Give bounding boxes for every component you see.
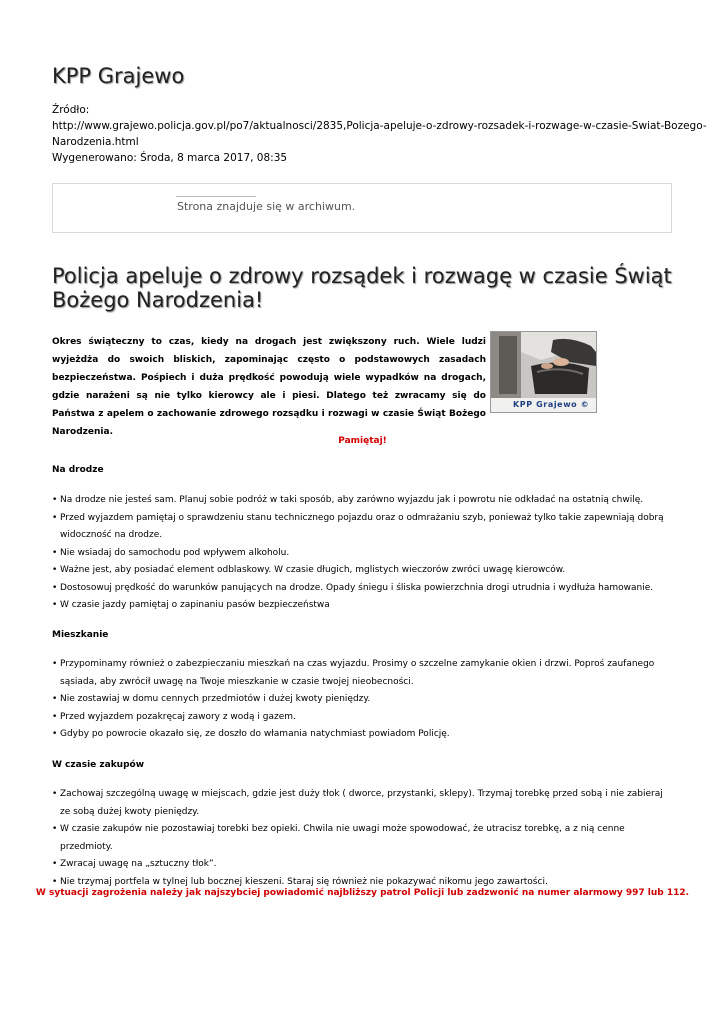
article-lead: Okres świąteczny to czas, kiedy na drogach jest zwiększony ruch. Wiele ludzi wyjeżdża do swoich bliskich, zapominając często o podstawowych zasadach bezpieczeństwa. Pośpiech i duża prędkość powodują wiele wypadków na drogach, gdzie narażeni są nie tylko kierowcy ale i piesi. Dlatego też zwracamy się do Państwa z apelem o zachowanie zdrowego rozsądku i rozwagi w czasie Świąt Bożego Narodzenia. [52,337,486,437]
emergency-warning: W sytuacji zagrożenia należy jak najszybciej powiadomić najbliższy patrol Policji lub zadzwonić na numer alarmowy 997 lub 112. [35,888,690,898]
list-item: • Nie zostawiaj w domu cennych przedmiotów i dużej kwoty pieniędzy. [52,691,672,709]
road-tips-list [52,492,672,615]
shopping-tips-list [52,786,672,891]
photo-caption: KPP Grajewo © [491,398,596,412]
article-photo [490,331,597,413]
generated-date: Wygenerowano: Środa, 8 marca 2017, 08:35 [52,152,288,164]
list-item: • Dostosowuj prędkość do warunków panujących na drodze. Opady śniegu i śliska powierzchnia drogi utrudnia i wydłuża hamowanie. [52,580,672,598]
list-item: • Ważne jest, aby posiadać element odblaskowy. W czasie długich, mglistych wieczorów zwróci uwagę kierowców. [52,562,672,580]
list-item: • Nie trzymaj portfela w tylnej lub bocznej kieszeni. Staraj się również nie pokazywać nikomu jego zawartości. [52,874,672,892]
archive-divider [176,196,256,197]
list-item: • Nie wsiadaj do samochodu pod wpływem alkoholu. [52,545,672,563]
list-item: • Zachowaj szczególną uwagę w miejscach, gdzie jest duży tłok ( dworce, przystanki, sklepy). Trzymaj torebkę przed sobą i nie zabieraj ze sobą dużej kwoty pieniędzy. [52,786,672,821]
list-item: • Zwracaj uwagę na „sztuczny tłok”. [52,856,672,874]
list-item: • Na drodze nie jesteś sam. Planuj sobie podróż w taki sposób, aby zarówno wyjazdu jak i powrotu nie odkładać na ostatnią chwilę. [52,492,672,510]
archive-notice-box [52,183,672,233]
section-heading-home: Mieszkanie [52,630,109,640]
photo-image [491,332,596,398]
list-item: • Przed wyjazdem pamiętaj o sprawdzeniu stanu technicznego pojazdu oraz o odmrażaniu szyb, ponieważ tylko takie zapewniają dobrą widoczność na drodze. [52,510,672,545]
home-tips-list [52,656,672,744]
section-heading-shopping: W czasie zakupów [52,760,145,770]
article-title: Policja apeluje o zdrowy rozsądek i rozwagę w czasie Świąt Bożego Narodzenia! [52,264,672,312]
list-item: • Przypominamy również o zabezpieczaniu mieszkań na czas wyjazdu. Prosimy o szczelne zamykanie okien i drzwi. Poproś zaufanego sąsiada, aby zwrócił uwagę na Twoje mieszkanie w czasie twojej nieobecności. [52,656,672,691]
section-heading-road: Na drodze [52,465,104,475]
source-label: Źródło: [52,104,90,116]
list-item: • Gdyby po powrocie okazało się, ze doszło do włamania natychmiast powiadom Policję. [52,726,672,744]
list-item: • W czasie jazdy pamiętaj o zapinaniu pasów bezpieczeństwa [52,597,672,615]
source-info [52,102,707,166]
remember-heading: Pamiętaj! [338,436,387,446]
archive-notice: Strona znajduje się w archiwum. [177,200,356,213]
site-title: KPP Grajewo [52,64,185,88]
source-url-line-1[interactable]: http://www.grajewo.policja.gov.pl/po7/aktualnosci/2835,Policja-apeluje-o-zdrowy-rozsadek-i-rozwage-w-czasie-Swiat-Bozego- [52,120,707,132]
list-item: • W czasie zakupów nie pozostawiaj torebki bez opieki. Chwila nie uwagi może spowodować, że utracisz torebkę, a z nią cenne przedmioty. [52,821,672,856]
source-url-line-2[interactable]: Narodzenia.html [52,136,139,148]
list-item: • Przed wyjazdem pozakręcaj zawory z wodą i gazem. [52,709,672,727]
